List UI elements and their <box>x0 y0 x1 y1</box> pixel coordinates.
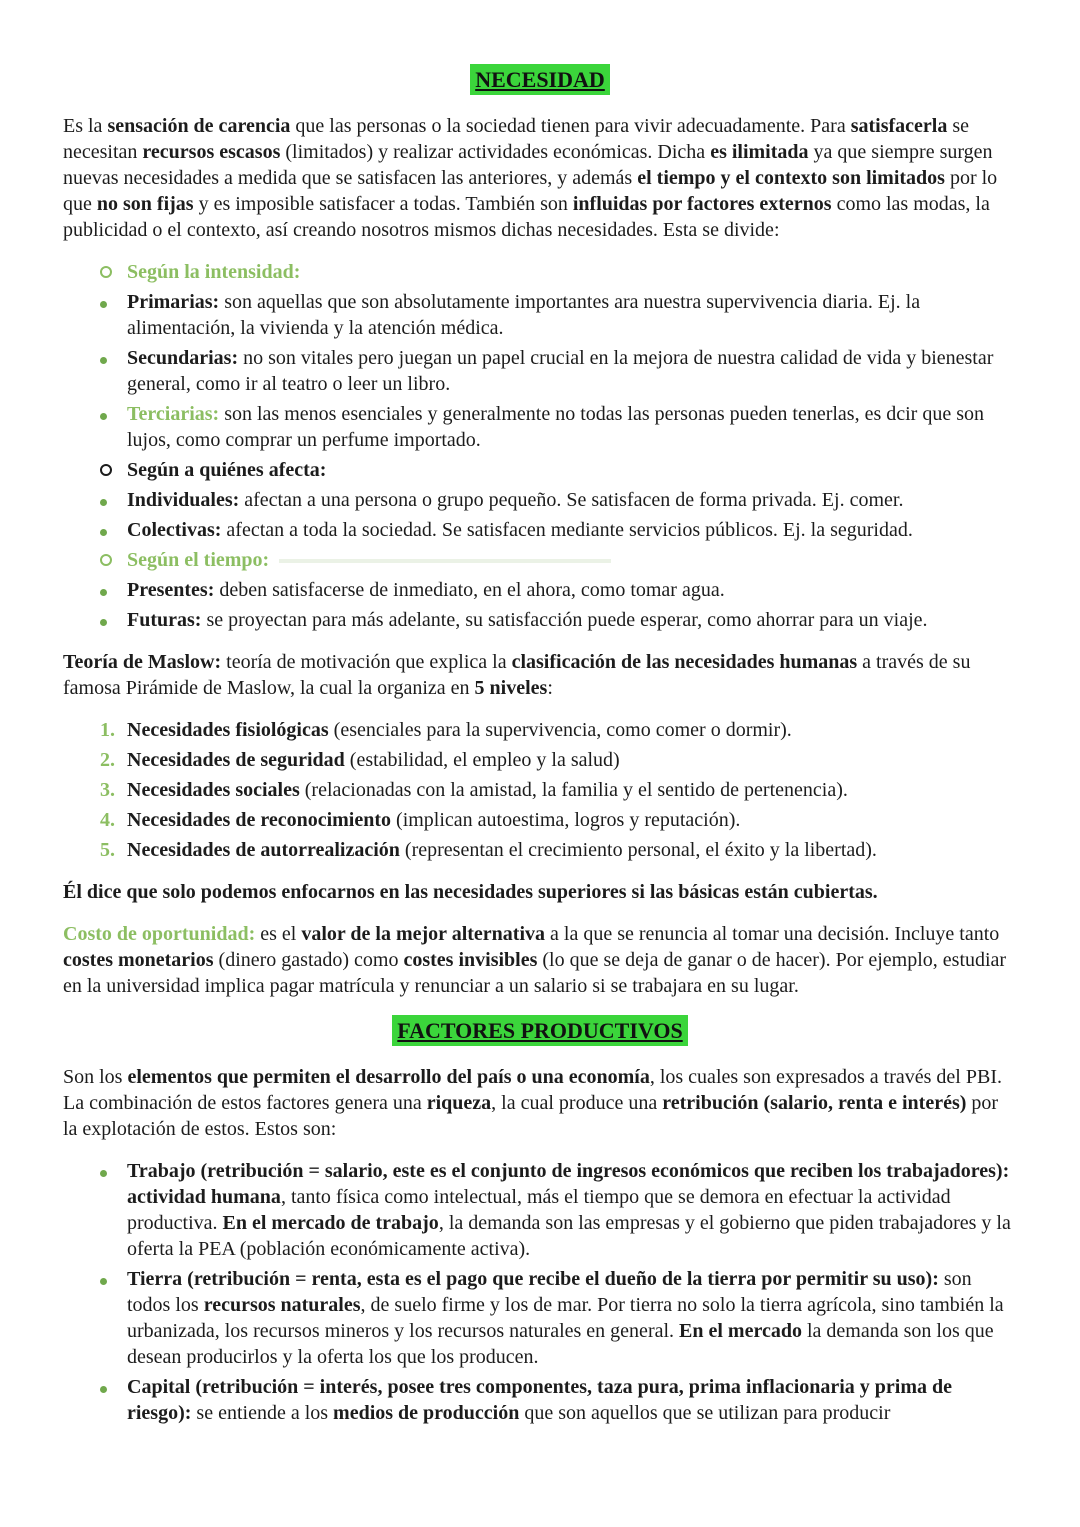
list-item <box>63 487 1017 513</box>
marker-column <box>100 777 127 803</box>
list-item <box>63 345 1017 397</box>
marker-column <box>100 401 127 453</box>
text-run: teoría de motivación que explica la <box>221 651 512 673</box>
marker-column <box>100 1158 127 1262</box>
text-run: clasificación de las necesidades humanas <box>511 651 858 673</box>
text-run: deben satisfacerse de inmediato, en el ahora, como tomar agua. <box>214 579 725 601</box>
text-run: Capital (retribución = interés, posee tres componentes, taza pura, prima inflacionaria y prima de riesgo): <box>127 1376 953 1424</box>
text-run: (relacionadas con la amistad, la familia y el sentido de pertenencia). <box>299 779 848 801</box>
text-run: , los cuales son expresados a través del PBI. La combinación de estos factores genera una <box>63 1066 1002 1114</box>
list-item <box>63 837 1017 863</box>
text-run: Colectivas: <box>127 519 222 541</box>
list-item <box>63 401 1017 453</box>
list-item-text <box>127 289 1017 341</box>
heading-factores-productivos: FACTORES PRODUCTIVOS <box>392 1015 687 1046</box>
marker-column <box>100 1374 127 1426</box>
list-item-text <box>127 1158 1017 1262</box>
text-run: Costo de oportunidad: <box>63 923 256 945</box>
text-run: es el <box>255 923 302 945</box>
list-item <box>63 747 1017 773</box>
text-run: retribución (salario, renta e interés) <box>662 1092 967 1114</box>
text-run: , la demanda son las empresas y el gobierno que piden trabajadores y la oferta la PEA (población económicamente activa). <box>127 1212 1011 1260</box>
text-run: Trabajo (retribución = salario, este es el conjunto de ingresos económicos que reciben los trabajadores): actividad humana <box>127 1160 1010 1208</box>
text-run: a través de su famosa Pirámide de Maslow, la cual la organiza en <box>63 651 971 699</box>
list-item <box>63 547 1017 573</box>
marker-column <box>100 457 127 483</box>
bullet-circle-icon <box>100 266 112 278</box>
list-number: 2. <box>100 749 115 771</box>
marker-column <box>100 577 127 603</box>
text-run: se proyectan para más adelante, su satisfacción puede esperar, como ahorrar para un viaje. <box>201 609 928 631</box>
text-run: la demanda son los que desean producirlos y la oferta los que los producen. <box>127 1320 994 1368</box>
bullet-dot-icon <box>100 589 107 596</box>
bullet-circle-icon <box>100 554 112 566</box>
text-run: no son fijas <box>96 193 194 215</box>
text-run: no son vitales pero juegan un papel crucial en la mejora de nuestra calidad de vida y bienestar general, como ir al teatro o leer un libro. <box>127 347 994 395</box>
list-item-text <box>127 487 1017 513</box>
marker-column <box>100 747 127 773</box>
list-item <box>63 289 1017 341</box>
marker-column <box>100 345 127 397</box>
list-item <box>63 717 1017 743</box>
numbered-list <box>63 717 1017 863</box>
text-run: En el mercado de trabajo <box>222 1212 439 1234</box>
text-run: Presentes: <box>127 579 215 601</box>
text-run: Necesidades de autorrealización <box>127 839 400 861</box>
text-run: ya que siempre surgen nuevas necesidades a medida que se satisfacen las anteriores, y además <box>63 141 993 189</box>
heading-wrap <box>63 1015 1017 1046</box>
text-run: recursos escasos <box>142 141 281 163</box>
bullet-dot-icon <box>100 301 107 308</box>
bullet-list <box>63 1158 1017 1426</box>
paragraph <box>63 113 1017 243</box>
text-run: Necesidades de seguridad <box>127 749 345 771</box>
list-item-text <box>127 837 1017 863</box>
marker-column <box>100 837 127 863</box>
text-run: elementos que permiten el desarrollo del país o una economía <box>127 1066 650 1088</box>
list-item-text <box>127 517 1017 543</box>
heading-necesidad: NECESIDAD <box>470 64 610 95</box>
text-run: (representan el crecimiento personal, el éxito y la libertad). <box>399 839 877 861</box>
text-run: (limitados) y realizar actividades económicas. Dicha <box>280 141 711 163</box>
text-run: Teoría de Maslow: <box>63 651 222 673</box>
text-run: recursos naturales <box>203 1294 361 1316</box>
list-item-text <box>127 259 1017 285</box>
bullet-dot-icon <box>100 1170 107 1177</box>
text-run: Necesidades de reconocimiento <box>127 809 392 831</box>
marker-column <box>100 1266 127 1370</box>
paragraph <box>63 1064 1017 1142</box>
list-item <box>63 517 1017 543</box>
text-run: (implican autoestima, logros y reputación). <box>391 809 741 831</box>
list-number: 5. <box>100 839 115 861</box>
text-run: Él dice que solo podemos enfocarnos en las necesidades superiores si las básicas están cubiertas. <box>63 881 878 903</box>
list-item <box>63 777 1017 803</box>
list-item-text <box>127 777 1017 803</box>
text-run: afectan a una persona o grupo pequeño. Se satisfacen de forma privada. Ej. comer. <box>239 489 904 511</box>
text-run: valor de la mejor alternativa <box>301 923 546 945</box>
text-run: , de suelo firme y los de mar. Por tierra no solo la tierra agrícola, sino también la urbanizada, los recursos mineros y los recursos naturales en general. <box>127 1294 1004 1342</box>
text-run: el tiempo y el contexto son limitados <box>637 167 945 189</box>
list-item <box>63 1158 1017 1262</box>
bullet-dot-icon <box>100 499 107 506</box>
list-item-text <box>127 1374 1017 1426</box>
text-run: satisfacerla <box>850 115 948 137</box>
text-run: Individuales: <box>127 489 240 511</box>
list-item-text <box>127 807 1017 833</box>
list-item <box>63 1374 1017 1426</box>
marker-column <box>100 289 127 341</box>
bullet-dot-icon <box>100 413 107 420</box>
text-run: (estabilidad, el empleo y la salud) <box>344 749 620 771</box>
paragraph <box>63 921 1017 999</box>
list-number: 1. <box>100 719 115 741</box>
text-run: En el mercado <box>679 1320 802 1342</box>
text-run: medios de producción <box>333 1402 520 1424</box>
text-run: , la cual produce una <box>491 1092 663 1114</box>
heading-wrap <box>63 64 1017 95</box>
list-item-text <box>127 607 1017 633</box>
text-run: son aquellas que son absolutamente importantes ara nuestra supervivencia diaria. Ej. la alimentación, la vivienda y la atención médica. <box>127 291 921 339</box>
text-run: se entiende a los <box>191 1402 334 1424</box>
marker-column <box>100 807 127 833</box>
text-run: (dinero gastado) como <box>213 949 404 971</box>
bullet-list <box>63 259 1017 633</box>
paragraph <box>63 649 1017 701</box>
text-run: Secundarias: <box>127 347 239 369</box>
text-run: costes monetarios <box>63 949 214 971</box>
marker-column <box>100 547 127 573</box>
text-run: son las menos esenciales y generalmente no todas las personas pueden tenerlas, es dcir que son lujos, como comprar un perfume importado. <box>127 403 984 451</box>
list-item-text <box>127 345 1017 397</box>
list-item <box>63 607 1017 633</box>
list-item <box>63 457 1017 483</box>
list-number: 3. <box>100 779 115 801</box>
list-number: 4. <box>100 809 115 831</box>
bullet-dot-icon <box>100 619 107 626</box>
text-run: (lo que se deja de ganar o de hacer). Por ejemplo, estudiar en la universidad implica pagar matrícula y renunciar a un salario si se trabajara en su lugar. <box>63 949 1007 997</box>
list-item <box>63 1266 1017 1370</box>
text-run: , tanto física como intelectual, más el tiempo que se demora en efectuar la actividad productiva. <box>127 1186 951 1234</box>
text-run: se necesitan <box>63 115 970 163</box>
list-item-text <box>127 577 1017 603</box>
list-item-text <box>127 747 1017 773</box>
text-run: Primarias: <box>127 291 220 313</box>
paragraph <box>63 879 1017 905</box>
bullet-circle-icon <box>100 464 112 476</box>
marker-column <box>100 259 127 285</box>
marker-column <box>100 517 127 543</box>
text-run: por lo que <box>63 167 998 215</box>
text-run: Según la intensidad: <box>127 261 301 283</box>
marker-column <box>100 487 127 513</box>
list-item-text <box>127 547 1017 573</box>
text-run: que las personas o la sociedad tienen para vivir adecuadamente. Para <box>290 115 851 137</box>
list-item-text <box>127 401 1017 453</box>
text-run: Necesidades sociales <box>127 779 300 801</box>
text-run: Tierra (retribución = renta, esta es el pago que recibe el dueño de la tierra por permitir su uso): <box>127 1268 939 1290</box>
bullet-dot-icon <box>100 357 107 364</box>
bullet-dot-icon <box>100 1278 107 1285</box>
text-run: Futuras: <box>127 609 202 631</box>
text-run: (esenciales para la supervivencia, como comer o dormir). <box>328 719 792 741</box>
document-content <box>63 64 1017 1426</box>
text-run: afectan a toda la sociedad. Se satisfacen mediante servicios públicos. Ej. la seguridad. <box>221 519 913 541</box>
marker-column <box>100 717 127 743</box>
text-run: son todos los <box>127 1268 972 1316</box>
text-run: sensación de carencia <box>107 115 291 137</box>
text-run: 5 niveles <box>474 677 548 699</box>
text-run: : <box>547 677 553 699</box>
text-run: Según a quiénes afecta: <box>127 459 327 481</box>
text-run: influidas por factores externos <box>572 193 832 215</box>
list-item <box>63 259 1017 285</box>
text-run: y es imposible satisfacer a todas. También son <box>193 193 573 215</box>
text-run: Es la <box>63 115 108 137</box>
list-item-text <box>127 717 1017 743</box>
text-run: costes invisibles <box>403 949 538 971</box>
highlighter-smear-line <box>279 559 611 563</box>
text-run: por la explotación de estos. Estos son: <box>63 1092 999 1140</box>
text-run: como las modas, la publicidad o el contexto, así creando nosotros mismos dichas necesidades. Esta se divide: <box>63 193 990 241</box>
bullet-dot-icon <box>100 529 107 536</box>
text-run: a la que se renuncia al tomar una decisión. Incluye tanto <box>545 923 1000 945</box>
text-run: Necesidades fisiológicas <box>127 719 329 741</box>
list-item <box>63 807 1017 833</box>
list-item-text <box>127 457 1017 483</box>
list-item-text <box>127 1266 1017 1370</box>
list-item <box>63 577 1017 603</box>
marker-column <box>100 607 127 633</box>
bullet-dot-icon <box>100 1386 107 1393</box>
text-run: Son los <box>63 1066 128 1088</box>
text-run: que son aquellos que se utilizan para producir <box>519 1402 891 1424</box>
text-run: riqueza <box>426 1092 492 1114</box>
text-run: Según el tiempo: <box>127 549 270 571</box>
text-run: es ilimitada <box>710 141 809 163</box>
text-run: Terciarias: <box>127 403 220 425</box>
